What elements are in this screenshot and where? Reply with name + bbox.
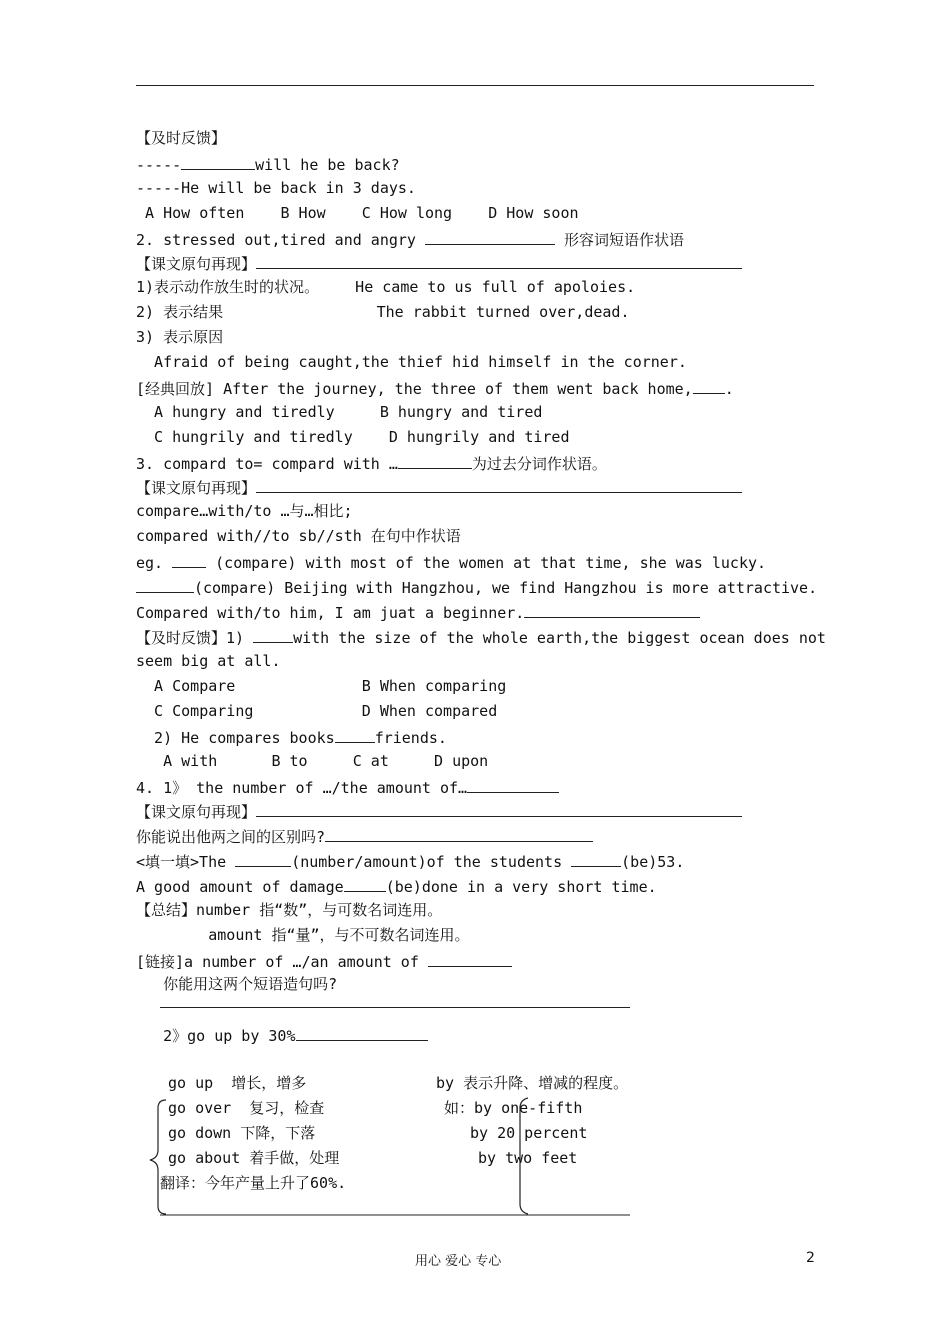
text-line: 2) 表示结果 The rabbit turned over,dead.: [136, 303, 630, 321]
by-example: by two feet: [478, 1149, 578, 1167]
exercise-line: 2) He compares books friends.: [136, 726, 447, 748]
options-line: A with B to C at D upon: [136, 752, 489, 770]
summary-line: 【总结】number 指“数”，与可数名词连用。: [136, 901, 443, 919]
question-line: 你能用这两个短语造句吗?: [136, 975, 338, 993]
item-line: 4. 1》 the number of …/the amount of…: [136, 776, 559, 798]
by-example: 如：by one-fifth: [444, 1099, 583, 1117]
exercise-line: [经典回放] After the journey, the three of them went back home, .: [136, 377, 734, 399]
exercise-line: seem big at all.: [136, 652, 281, 670]
exercise-line: <填一填>The (number/amount)of the students (be)53.: [136, 850, 684, 872]
item-line: 2》go up by 30%: [136, 1024, 428, 1046]
question-line: 你能说出他两之间的区别吗?: [136, 825, 593, 847]
section-heading: 【课文原句再现】: [136, 476, 742, 498]
text-line: 1)表示动作放生时的状况。 He came to us full of apoloies.: [136, 278, 636, 296]
phrase-go-up: go up 增长，增多: [168, 1074, 307, 1092]
by-example: by 20 percent: [470, 1124, 588, 1142]
options-line: C Comparing D When compared: [136, 702, 498, 720]
item-line: 2. stressed out,tired and angry 形容词短语作状语: [136, 228, 684, 250]
exercise-line: ----- will he be back?: [136, 153, 400, 175]
exercise-line: -----He will be back in 3 days.: [136, 179, 416, 197]
options-line: A hungry and tiredly B hungry and tired: [136, 403, 543, 421]
options-line: A Compare B When comparing: [136, 677, 507, 695]
section-heading: 【课文原句再现】: [136, 252, 742, 274]
phrase-go-about: go about 着手做，处理: [168, 1149, 340, 1167]
link-line: [链接]a number of …/an amount of: [136, 950, 512, 972]
translation-prompt: 翻译：今年产量上升了60%.: [160, 1174, 347, 1192]
options-line: A How often B How C How long D How soon: [136, 204, 579, 222]
section-heading: 【课文原句再现】: [136, 800, 742, 822]
exercise-line: 【及时反馈】1) with the size of the whole earth,the biggest ocean does not: [136, 626, 826, 648]
footer-center: 用心 爱心 专心: [415, 1254, 502, 1269]
by-note: by 表示升降、增减的程度。: [436, 1074, 629, 1092]
summary-line: amount 指“量”，与不可数名词连用。: [136, 926, 470, 944]
exercise-line: eg. (compare) with most of the women at that time, she was lucky.: [136, 551, 766, 573]
phrase-go-over: go over 复习，检查: [168, 1099, 325, 1117]
section-heading: 【及时反馈】: [136, 129, 227, 147]
page-number: 2: [806, 1250, 815, 1266]
exercise-line: A good amount of damage (be)done in a very short time.: [136, 875, 657, 897]
item-line: 3. compard to= compard with … 为过去分词作状语。: [136, 452, 607, 474]
exercise-line: (compare) Beijing with Hangzhou, we find Hangzhou is more attractive.: [136, 576, 817, 598]
options-line: C hungrily and tiredly D hungrily and tired: [136, 428, 570, 446]
phrase-go-down: go down 下降，下落: [168, 1124, 316, 1142]
text-line: 3) 表示原因: [136, 328, 224, 346]
text-line: compared with//to sb//sth 在句中作状语: [136, 527, 461, 545]
text-line: Afraid of being caught,the thief hid himself in the corner.: [136, 353, 687, 371]
text-line: compare…with/to …与…相比;: [136, 502, 353, 520]
exercise-line: Compared with/to him, I am juat a beginner.: [136, 601, 700, 623]
